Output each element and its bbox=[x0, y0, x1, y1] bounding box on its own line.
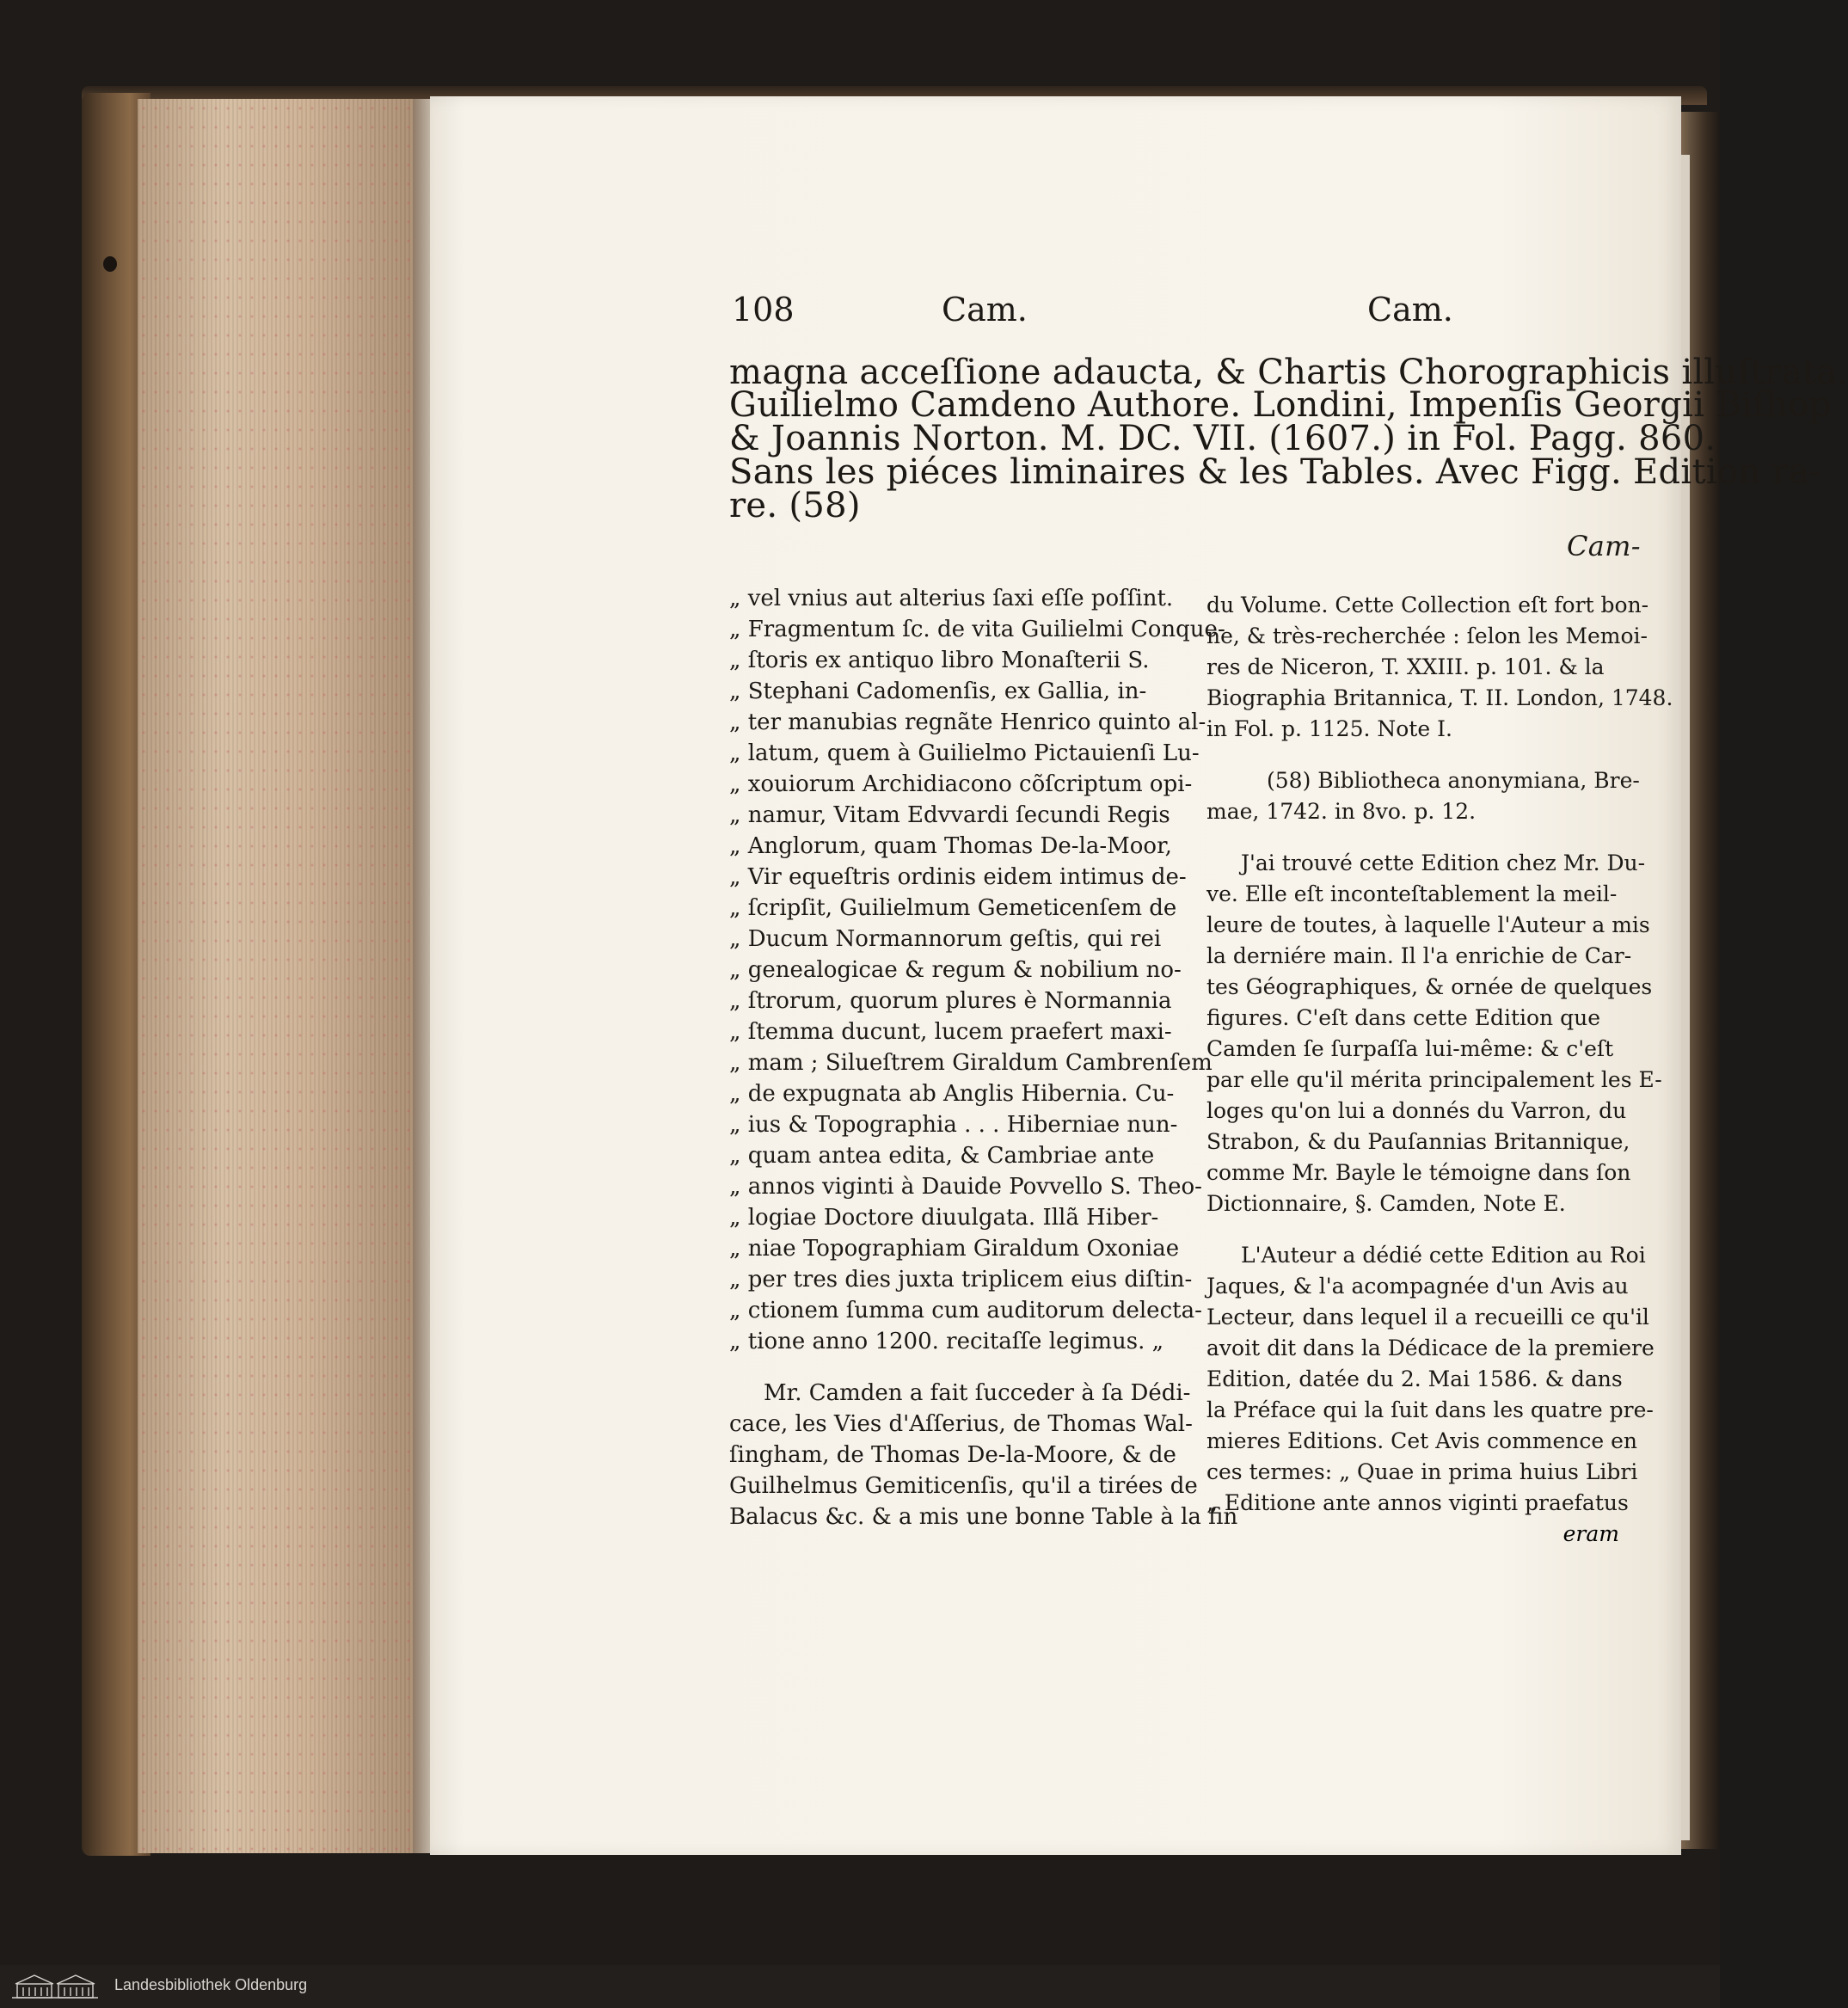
text-line: Biographia Britannica, T. II. London, 1748. bbox=[1206, 685, 1673, 710]
text-line: Lecteur, dans lequel il a recueilli ce qu'il bbox=[1206, 1305, 1649, 1329]
text-line: „ mam ; Silueſtrem Giraldum Cambrenſem bbox=[729, 1050, 1213, 1076]
text-line: avoit dit dans la Dédicace de la premiere bbox=[1206, 1336, 1655, 1360]
text-line: „ ſtoris ex antiquo libro Monaſterii S. bbox=[729, 648, 1150, 673]
text-line: „ xouiorum Archidiacono cõſcriptum opi- bbox=[729, 771, 1193, 797]
text-line: „ tione anno 1200. recitaſſe legimus. „ bbox=[729, 1329, 1164, 1354]
top-entry-line: re. (58) bbox=[729, 486, 861, 525]
text-line: (58) Bibliotheca anonymiana, Bre- bbox=[1267, 768, 1640, 793]
text-line: J'ai trouvé cette Edition chez Mr. Du- bbox=[1241, 850, 1646, 875]
text-line: Balacus &c. & a mis une bonne Table à la fin bbox=[729, 1504, 1238, 1530]
text-line: Dictionnaire, §. Camden, Note E. bbox=[1206, 1191, 1566, 1216]
top-entry-line: magna acceſſione adaucta, & Chartis Chorographicis illuſtrata. bbox=[729, 353, 1848, 392]
text-line: du Volume. Cette Collection eſt fort bon- bbox=[1206, 593, 1649, 617]
text-line: Mr. Camden a fait ſucceder à ſa Dédi- bbox=[764, 1380, 1191, 1406]
text-line: „ quam antea edita, & Cambriae ante bbox=[729, 1143, 1155, 1169]
library-name: Landesbibliothek Oldenburg bbox=[114, 1976, 308, 1993]
text-line: par elle qu'il mérita principalement les E- bbox=[1206, 1067, 1662, 1092]
text-line: figures. C'eſt dans cette Edition que bbox=[1206, 1005, 1600, 1030]
text-line: „ latum, quem à Guilielmo Pictauienſi Lu- bbox=[729, 740, 1200, 766]
catchword: eram bbox=[1563, 1521, 1619, 1546]
text-line: „ genealogicae & regum & nobilium no- bbox=[729, 957, 1182, 983]
text-line: „ ius & Topographia . . . Hiberniae nun- bbox=[729, 1112, 1178, 1138]
text-line: „ Editione ante annos viginti praefatus bbox=[1206, 1490, 1629, 1515]
text-line: „ Anglorum, quam Thomas De-la-Moor, bbox=[729, 833, 1172, 859]
text-line: „ de expugnata ab Anglis Hibernia. Cu- bbox=[729, 1081, 1175, 1107]
text-line: „ namur, Vitam Edvvardi ſecundi Regis bbox=[729, 802, 1170, 828]
text-line: „ per tres dies juxta triplicem eius diſtin- bbox=[729, 1267, 1193, 1293]
running-head-right: Cam. bbox=[1367, 291, 1453, 329]
library-building-icon bbox=[9, 1972, 101, 2001]
cover-nail bbox=[103, 256, 117, 272]
text-line: L'Auteur a dédié cette Edition au Roi bbox=[1241, 1243, 1646, 1268]
text-line: res de Niceron, T. XXIII. p. 101. & la bbox=[1206, 654, 1605, 679]
text-line: mieres Editions. Cet Avis commence en bbox=[1206, 1428, 1638, 1453]
catchword: Cam- bbox=[1567, 530, 1641, 562]
right-column bbox=[1206, 590, 1679, 1550]
text-line: „ logiae Doctore diuulgata. Illã Hiber- bbox=[729, 1205, 1159, 1231]
text-line: Jaques, & l'a acompagnée d'un Avis au bbox=[1206, 1274, 1629, 1299]
text-line: mae, 1742. in 8vo. p. 12. bbox=[1206, 799, 1477, 824]
text-line: „ Ducum Normannorum geſtis, qui rei bbox=[729, 926, 1162, 952]
text-line: in Fol. p. 1125. Note I. bbox=[1206, 716, 1452, 741]
text-line: „ ſtrorum, quorum plures è Normannia bbox=[729, 988, 1172, 1014]
text-line: la Préface qui la ſuit dans les quatre pre- bbox=[1206, 1397, 1654, 1422]
left-column bbox=[729, 583, 1238, 1532]
text-line: Camden ſe ſurpaſſa lui-même: & c'eſt bbox=[1206, 1036, 1614, 1061]
text-line: Guilhelmus Gemiticenſis, qu'il a tirées de bbox=[729, 1473, 1198, 1499]
text-line: ve. Elle eſt inconteſtablement la meil- bbox=[1206, 881, 1618, 906]
top-entry-line: Guilielmo Camdeno Authore. Londini, Impenſis Georgii Biſhop bbox=[729, 385, 1832, 425]
running-head-center: Cam. bbox=[942, 291, 1028, 329]
text-line: „ Vir equeſtris ordinis eidem intimus de- bbox=[729, 864, 1187, 890]
text-line: ne, & très-recherchée : ſelon les Memoi- bbox=[1206, 623, 1648, 648]
text-line: „ Fragmentum ſc. de vita Guilielmi Conque- bbox=[729, 617, 1225, 642]
text-line: comme Mr. Bayle le témoigne dans ſon bbox=[1206, 1160, 1631, 1185]
text-line: „ ctionem ſumma cum auditorum delecta- bbox=[729, 1298, 1202, 1323]
text-line: tes Géographiques, & ornée de quelques bbox=[1206, 974, 1653, 999]
text-line: ces termes: „ Quae in prima huius Libri bbox=[1206, 1459, 1638, 1484]
text-line: „ annos viginti à Dauide Povvello S. Theo- bbox=[729, 1174, 1202, 1200]
page-edges bbox=[138, 99, 426, 1853]
text-line: „ Stephani Cadomenſis, ex Gallia, in- bbox=[729, 679, 1147, 704]
top-entry-line: Sans les piéces liminaires & les Tables. Avec Figg. Edition ra- bbox=[729, 452, 1821, 492]
text-line: „ niae Topographiam Giraldum Oxoniae bbox=[729, 1236, 1180, 1262]
text-line: loges qu'on lui a donnés du Varron, du bbox=[1206, 1098, 1627, 1123]
text-line: „ vel vnius aut alterius ſaxi eſſe poſſint. bbox=[729, 586, 1174, 611]
text-line: „ ſcripſit, Guilielmum Gemeticenſem de bbox=[729, 895, 1177, 921]
footer-bar bbox=[0, 1965, 1720, 2008]
top-entry-line: & Joannis Norton. M. DC. VII. (1607.) in Fol. Pagg. 860. bbox=[729, 419, 1716, 458]
text-line: „ ter manubias regnãte Henrico quinto al- bbox=[729, 709, 1206, 735]
page-number: 108 bbox=[732, 291, 795, 329]
text-line: Edition, datée du 2. Mai 1586. & dans bbox=[1206, 1366, 1623, 1391]
text-line: cace, les Vies d'Aſſerius, de Thomas Wal- bbox=[729, 1411, 1193, 1437]
text-line: la derniére main. Il l'a enrichie de Car- bbox=[1206, 943, 1632, 968]
text-line: „ ſtemma ducunt, lucem praefert maxi- bbox=[729, 1019, 1172, 1045]
text-line: ſingham, de Thomas De-la-Moore, & de bbox=[729, 1442, 1176, 1468]
text-line: leure de toutes, à laquelle l'Auteur a mis bbox=[1206, 912, 1650, 937]
text-line: Strabon, & du Pauſannias Britannique, bbox=[1206, 1129, 1630, 1154]
